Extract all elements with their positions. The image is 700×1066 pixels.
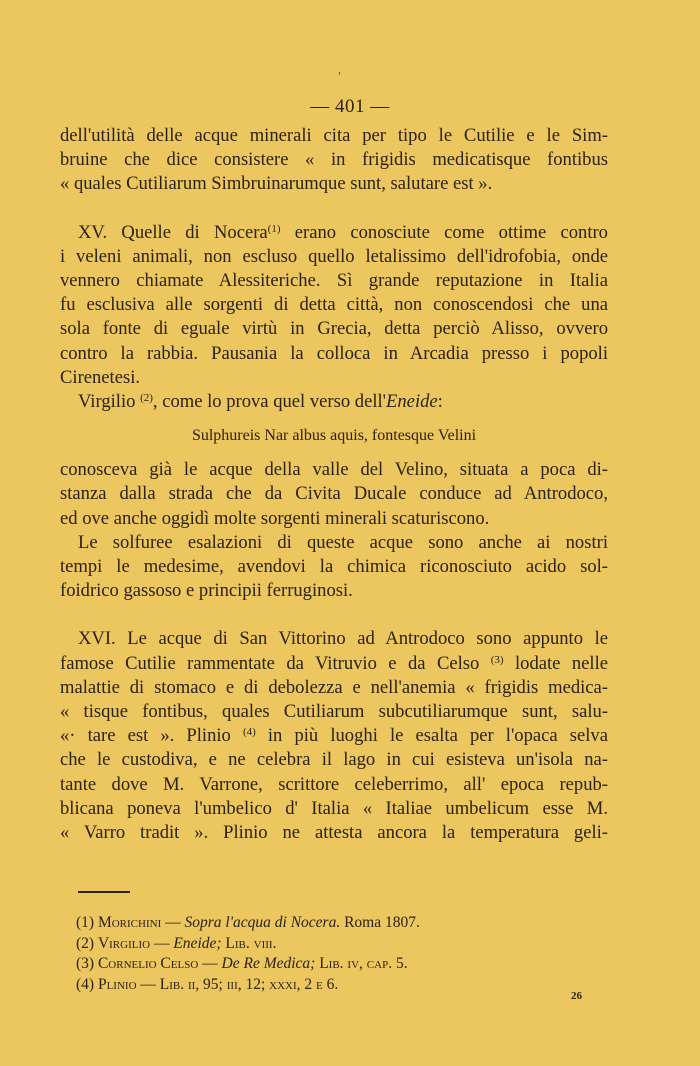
body-text	[60, 124, 608, 845]
text-span: in più luoghi le esalta per l'opaca selva	[255, 725, 608, 747]
footnote	[76, 975, 420, 996]
footnote-ref: (4)	[242, 726, 256, 739]
footnote-title: De Re Medica;	[221, 955, 316, 972]
text-line: vennero chiamate Alessiteriche. Sì grande reputazione in Italia	[60, 270, 608, 292]
text-span: Lib. viii.	[221, 934, 277, 952]
text-span: Lib. ii, 95; iii, 12; xxxi, 2 e 6.	[159, 975, 339, 993]
text-line	[60, 724, 608, 748]
footnote	[76, 913, 420, 934]
footnote-title: Sopra l'acqua di Nocera.	[184, 914, 341, 931]
text-span: Lib. iv, cap. 5.	[315, 955, 408, 972]
text-span: Roma 1807.	[340, 914, 420, 931]
text-span: —	[161, 914, 185, 931]
text-span: —	[198, 955, 222, 972]
page-number: — 401 —	[310, 96, 390, 117]
text-line: dell'utilità delle acque minerali cita per tipo le Cutilie e le Sim-	[60, 125, 608, 146]
text-line: contro la rabbia. Pausania la colloca in Arcadia presso i popoli	[60, 342, 608, 364]
text-line: conosceva già le acque della valle del Velino, situata a poca di-	[60, 459, 608, 481]
footnote-number: (2)	[76, 934, 98, 952]
footnote-author: Morichini	[97, 914, 162, 931]
text-span: erano conosciute come ottime contro	[280, 221, 608, 243]
ink-mark: ′	[338, 70, 342, 85]
text-line: foidrico gassoso e principii ferruginosi.	[60, 580, 353, 602]
text-line: stanza dalla strada che da Civita Ducale conduce ad Antrodoco,	[60, 483, 608, 505]
footnote-author: Cornelio Celso	[97, 955, 199, 972]
text-line	[60, 652, 608, 676]
text-span: «· tare est ». Plinio	[60, 725, 243, 747]
virgilio-line	[60, 390, 608, 414]
text-span: —	[150, 934, 174, 952]
text-span: —	[136, 975, 160, 993]
text-span: XV. Quelle di Nocera	[78, 221, 268, 243]
text-line: malattie di stomaco e di debolezza e nell'anemia « frigidis medica-	[60, 676, 608, 698]
text-line: « quales Cutiliarum Simbruinarumque sunt, salutare est ».	[60, 173, 493, 195]
text-line: « Varro tradit ». Plinio ne attesta ancora la temperatura geli-	[60, 822, 608, 844]
footnote-ref: (3)	[490, 653, 504, 666]
footnote-ref: (2)	[140, 392, 153, 405]
text-line: che le custodiva, e ne celebra il lago in cui esisteva un'isola na-	[60, 749, 608, 771]
footnote-number: (1)	[76, 914, 98, 931]
section-xv-heading-line	[60, 221, 608, 245]
footnote-number: (3)	[76, 955, 98, 972]
footnote-author: Plinio	[97, 975, 137, 993]
footnote-title: Eneide;	[173, 934, 222, 952]
footnote	[76, 954, 420, 975]
footnotes	[76, 913, 420, 995]
footnote-ref: (1)	[267, 222, 281, 235]
text-line: tempi le medesime, avendovi la chimica riconosciuto acido sol-	[60, 556, 608, 578]
text-line: sola fonte di eguale virtù in Grecia, detta perciò Alisso, ovvero	[60, 318, 608, 340]
verse-quote: Sulphureis Nar albus aquis, fontesque Velini	[191, 427, 477, 445]
text-span: Virgilio	[78, 391, 141, 413]
footnote-number: (4)	[76, 975, 98, 993]
footnote	[76, 934, 420, 955]
text-span: , come lo prova quel verso dell'	[152, 391, 387, 413]
italic-title: Eneide	[386, 391, 438, 413]
section-xvi-heading-line: XVI. Le acque di San Vittorino ad Antrodoco sono appunto le	[78, 628, 608, 650]
text-span: :	[437, 391, 443, 413]
footnote-author: Virgilio	[97, 934, 151, 952]
text-line: tante dove M. Varrone, scrittore celeberrimo, all' epoca repub-	[60, 773, 608, 795]
text-line: fu esclusiva alle sorgenti di detta città, non conoscendosi che una	[60, 294, 608, 316]
signature-mark: 26	[571, 990, 582, 1002]
text-line: Le solfuree esalazioni di queste acque sono anche ai nostri	[78, 531, 608, 553]
text-line: bruine che dice consistere « in frigidis medicatisque fontibus	[60, 149, 608, 171]
text-line: blicana poneva l'umbelico d' Italia « Italiae umbelicum esse M.	[60, 797, 608, 819]
text-line: « tisque fontibus, quales Cutiliarum subcutiliarumque sunt, salu-	[60, 701, 608, 723]
footnote-rule	[78, 891, 130, 893]
text-line: ed ove anche oggidì molte sorgenti minerali scaturiscono.	[60, 507, 490, 529]
text-span: lodate nelle	[503, 652, 608, 674]
text-line: i veleni animali, non escluso quello letalissimo dell'idrofobia, onde	[60, 245, 608, 267]
text-span: famose Cutilie rammentate da Vitruvio e da Celso	[60, 652, 491, 674]
text-line: Cirenetesi.	[60, 366, 141, 388]
